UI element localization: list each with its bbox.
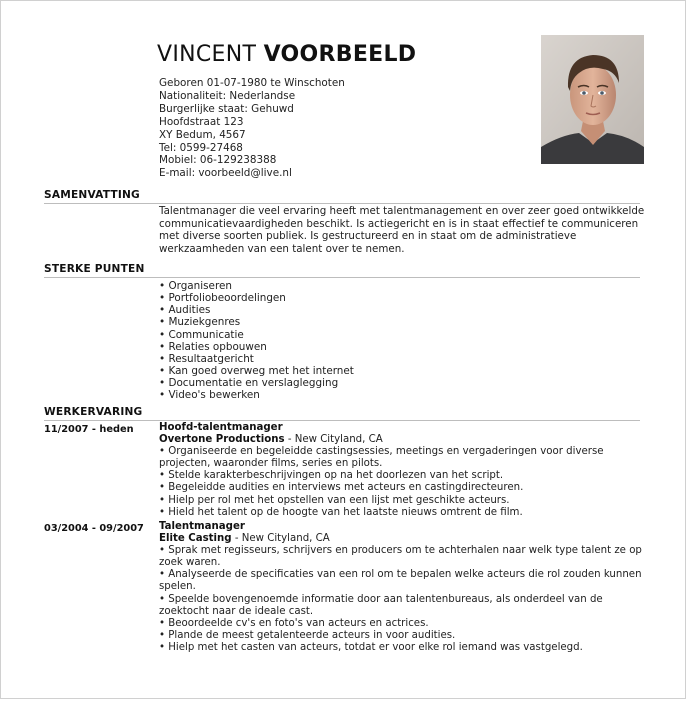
first-name: VINCENT: [157, 42, 257, 67]
skill-item: • Resultaatgericht: [159, 353, 354, 365]
summary-text: Talentmanager die veel ervaring heeft met talentmanagement en over zeer goed ontwikkelde communicatievaardigheden beschikt. Is actiegericht en is in staat effectief te communiceren met diverse soorten publiek. Is gestructureerd en in staat om de administratieve werkzaamheden van een talent over te nemen.: [159, 205, 645, 255]
job-duty: • Beoordeelde cv's en foto's van acteurs en actrices.: [159, 618, 649, 630]
skill-item: • Documentatie en verslaglegging: [159, 377, 354, 389]
experience-heading: WERKERVARING: [44, 406, 143, 418]
email-line: E-mail: voorbeeld@live.nl: [159, 167, 292, 180]
job-duty: • Plande de meest getalenteerde acteurs in voor audities.: [159, 630, 649, 642]
skill-item: • Audities: [159, 304, 354, 316]
job-date: 03/2004 - 09/2007: [44, 523, 144, 534]
job-employer-line: [159, 533, 649, 545]
job-duty: • Hield het talent op de hoogte van het laatste nieuws omtrent de film.: [159, 507, 649, 519]
city-line: XY Bedum, 4567: [159, 128, 246, 141]
job-entry: [159, 422, 649, 519]
skill-item: • Video's bewerken: [159, 389, 354, 401]
last-name: VOORBEELD: [263, 42, 417, 67]
skill-item: • Relaties opbouwen: [159, 341, 354, 353]
skill-item: • Organiseren: [159, 280, 354, 292]
job-duty: • Analyseerde de specificaties van een rol om te bepalen welke acteurs die rol zouden kunnen spelen.: [159, 569, 649, 593]
skills-heading: STERKE PUNTEN: [44, 263, 145, 275]
job-duty: • Hielp per rol met het opstellen van een lijst met geschikte acteurs.: [159, 495, 649, 507]
job-entry: [159, 521, 649, 654]
profile-photo: [541, 35, 644, 164]
mobile-line: Mobiel: 06-129238388: [159, 154, 277, 167]
candidate-name: [157, 42, 416, 67]
skill-item: • Muziekgenres: [159, 316, 354, 328]
marital-status-line: Burgerlijke staat: Gehuwd: [159, 102, 294, 115]
job-duty: • Speelde bovengenoemde informatie door aan talentenbureaus, als onderdeel van de zoektocht naar de ideale cast.: [159, 594, 649, 618]
birth-line: Geboren 01-07-1980 te Winschoten: [159, 77, 345, 89]
job-duty: • Stelde karakterbeschrijvingen op na het doorlezen van het script.: [159, 470, 649, 482]
skill-item: • Communicatie: [159, 329, 354, 341]
summary-heading: SAMENVATTING: [44, 189, 140, 201]
job-title: Talentmanager: [159, 521, 245, 532]
job-title: Hoofd-talentmanager: [159, 422, 283, 433]
job-duty: • Sprak met regisseurs, schrijvers en producers om te achterhalen naar welk type talent ze op zoek waren.: [159, 545, 649, 569]
job-date: 11/2007 - heden: [44, 424, 134, 435]
contact-details: [159, 77, 345, 180]
job-employer-line: [159, 434, 649, 446]
skills-list: [159, 280, 354, 402]
experience-divider: [44, 420, 640, 421]
job-duty: • Begeleidde audities en interviews met acteurs en castingdirecteuren.: [159, 482, 649, 494]
skills-divider: [44, 277, 640, 278]
job-duty: • Organiseerde en begeleidde castingsessies, meetings en vergaderingen voor diverse projecten, waaronder films, series en pilots.: [159, 446, 649, 470]
job-duty: • Hielp met het casten van acteurs, totdat er voor elke rol iemand was vastgelegd.: [159, 642, 649, 654]
job-duties: [159, 446, 649, 519]
job-company: Elite Casting: [159, 533, 232, 545]
street-line: Hoofdstraat 123: [159, 115, 244, 128]
phone-line: Tel: 0599-27468: [159, 141, 243, 154]
job-duties: [159, 545, 649, 654]
job-company: Overtone Productions: [159, 434, 285, 446]
job-location: - New Cityland, CA: [231, 533, 330, 545]
nationality-line: Nationaliteit: Nederlandse: [159, 89, 296, 102]
skill-item: • Portfoliobeoordelingen: [159, 292, 354, 304]
summary-divider: [44, 203, 640, 204]
job-location: - New Cityland, CA: [284, 434, 383, 446]
skill-item: • Kan goed overweg met het internet: [159, 365, 354, 377]
